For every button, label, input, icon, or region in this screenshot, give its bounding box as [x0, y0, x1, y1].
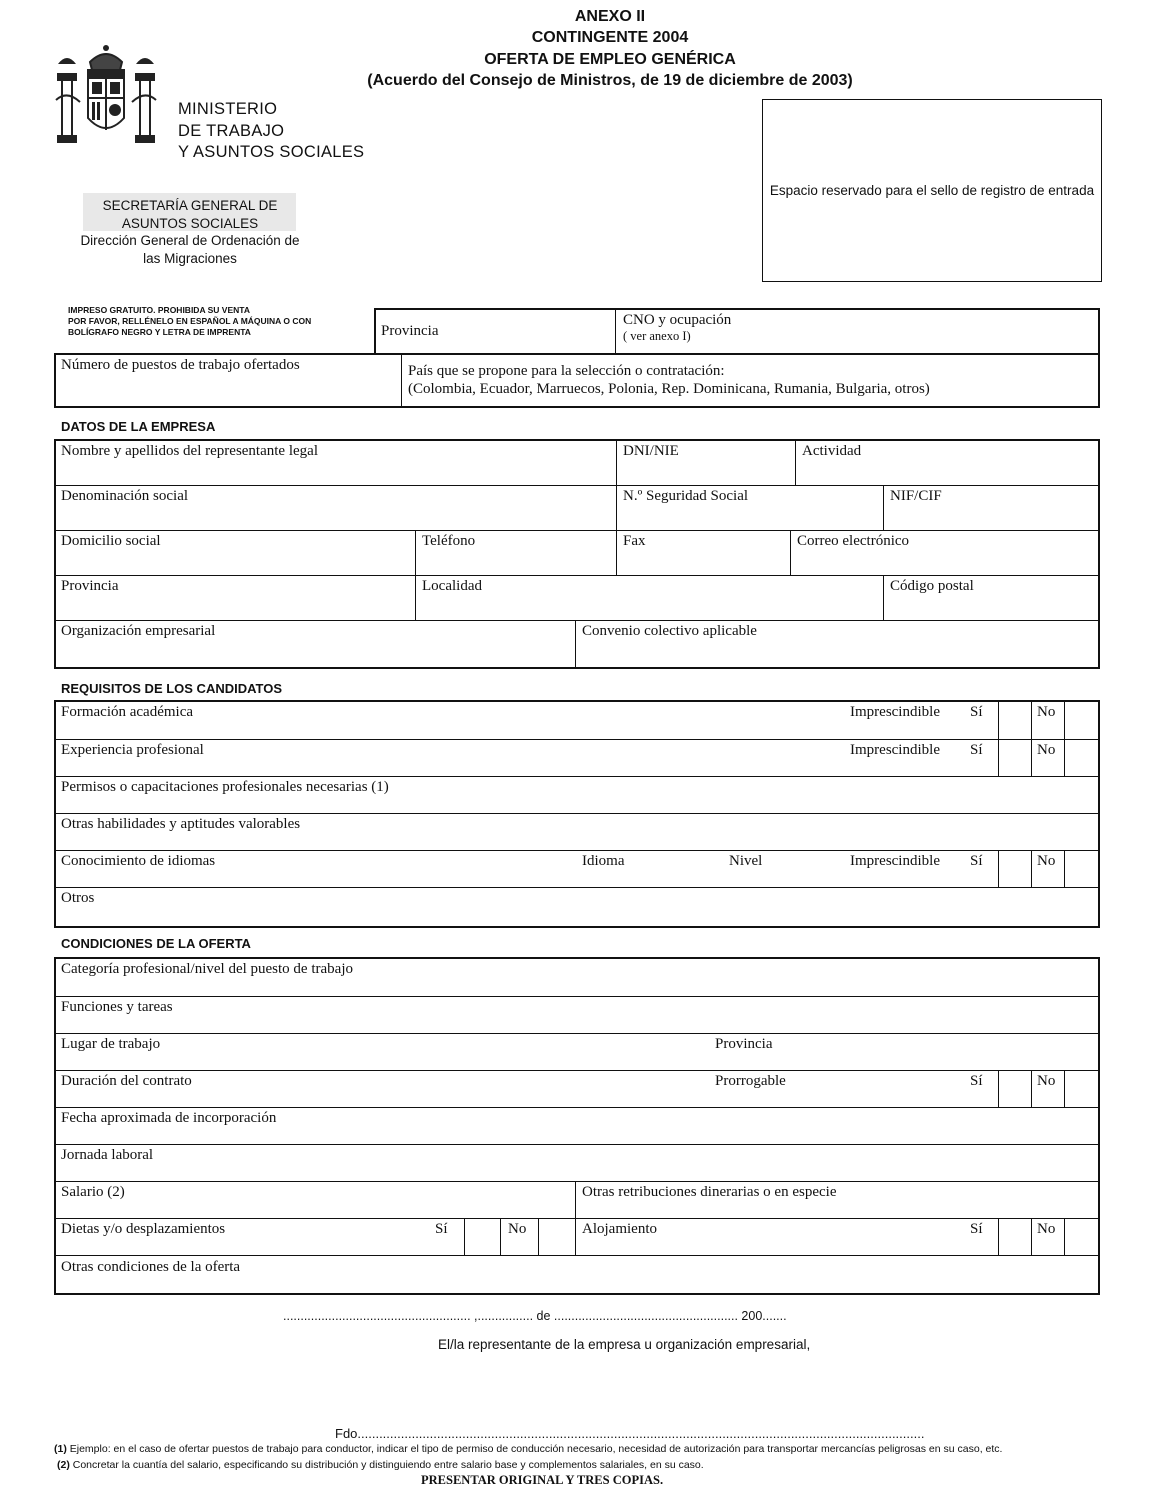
- notice-line1: IMPRESO GRATUITO. PROHIBIDA SU VENTA: [68, 305, 250, 315]
- alojamiento-field[interactable]: Alojamiento: [582, 1221, 657, 1237]
- footnote-1-text: Ejemplo: en el caso de ofertar puestos de trabajo para conductor, indicar el tipo de permiso de conducción necesario, necesidad de autorización para transportar mercancías peligrosas en su caso, etc.: [66, 1443, 1003, 1455]
- idiomas-si-checkbox[interactable]: [998, 851, 1032, 887]
- secretaria-block: [80, 197, 300, 267]
- no-label: No: [1037, 1221, 1056, 1237]
- otros-field[interactable]: Otros: [61, 890, 95, 906]
- offer-title: OFERTA DE EMPLEO GENÉRICA: [484, 51, 736, 68]
- requisitos-table: [54, 700, 1100, 928]
- notice-line2: POR FAVOR, RELLÉNELO EN ESPAÑOL A MÁQUINA O CON: [68, 316, 312, 326]
- formacion-si-checkbox[interactable]: [998, 701, 1032, 739]
- si-label: Sí: [970, 742, 983, 758]
- si-label: Sí: [970, 704, 983, 720]
- divider: [616, 486, 617, 530]
- divider: [415, 531, 416, 575]
- row-line: [56, 1144, 1098, 1145]
- direccion-line2: las Migraciones: [143, 250, 237, 266]
- secretaria-line1: SECRETARÍA GENERAL DE: [102, 198, 278, 213]
- seguridad-social-field[interactable]: N.º Seguridad Social: [623, 488, 749, 504]
- notice-text: [68, 305, 311, 338]
- prorrogable-no-checkbox[interactable]: [1064, 1071, 1098, 1107]
- correo-field[interactable]: Correo electrónico: [797, 533, 910, 549]
- organizacion-field[interactable]: Organización empresarial: [61, 623, 216, 639]
- signature-line[interactable]: Fdo.............................................................................................................................................................: [335, 1426, 925, 1441]
- alojamiento-no-checkbox[interactable]: [1064, 1219, 1098, 1255]
- salario-field[interactable]: Salario (2): [61, 1184, 125, 1200]
- row-line: [56, 1070, 1098, 1071]
- si-label: Sí: [970, 1221, 983, 1237]
- localidad-field[interactable]: Localidad: [422, 578, 482, 594]
- no-label: No: [1037, 742, 1056, 758]
- secretaria-line2: ASUNTOS SOCIALES: [121, 215, 259, 231]
- formacion-field[interactable]: Formación académica: [61, 704, 194, 720]
- footnote-2-text: Concretar la cuantía del salario, especificando su distribución y distinguiendo entre salario base y complementos salariales, en su caso.: [69, 1459, 704, 1471]
- telefono-field[interactable]: Teléfono: [422, 533, 476, 549]
- puestos-field[interactable]: Número de puestos de trabajo ofertados: [61, 357, 300, 373]
- row-line: [56, 1181, 1098, 1182]
- representative-label: El/la representante de la empresa u organización empresarial,: [438, 1337, 811, 1352]
- row-line: [56, 1255, 1098, 1256]
- registration-stamp-box: [762, 99, 1102, 282]
- prorrogable-si-checkbox[interactable]: [998, 1071, 1032, 1107]
- empresa-provincia-field[interactable]: Provincia: [61, 578, 119, 594]
- copies-instruction: PRESENTAR ORIGINAL Y TRES COPIAS.: [421, 1473, 664, 1487]
- row-line: [56, 1218, 1098, 1219]
- annex-title: ANEXO II: [574, 8, 646, 25]
- categoria-field[interactable]: Categoría profesional/nivel del puesto de trabajo: [61, 961, 353, 977]
- notice-line3: BOLÍGRAFO NEGRO Y LETRA DE IMPRENTA: [68, 327, 251, 337]
- otras-retribuciones-field[interactable]: Otras retribuciones dinerarias o en especie: [582, 1184, 837, 1200]
- divider: [401, 355, 402, 406]
- experiencia-si-checkbox[interactable]: [998, 740, 1032, 776]
- nivel-field[interactable]: Nivel: [729, 853, 763, 869]
- dietas-no-checkbox[interactable]: [538, 1219, 576, 1255]
- no-label: No: [1037, 1073, 1056, 1089]
- codigo-postal-field[interactable]: Código postal: [890, 578, 974, 594]
- footnote-1: [54, 1443, 1002, 1455]
- imprescindible-label: Imprescindible: [850, 742, 940, 758]
- fax-field[interactable]: Fax: [623, 533, 646, 549]
- convenio-field[interactable]: Convenio colectivo aplicable: [582, 623, 757, 639]
- direccion-line1: Dirección General de Ordenación de: [80, 233, 300, 248]
- funciones-field[interactable]: Funciones y tareas: [61, 999, 173, 1015]
- row-line: [56, 776, 1098, 777]
- imprescindible-label: Imprescindible: [850, 704, 940, 720]
- idiomas-no-checkbox[interactable]: [1064, 851, 1098, 887]
- duracion-field[interactable]: Duración del contrato: [61, 1073, 192, 1089]
- lugar-field[interactable]: Lugar de trabajo: [61, 1036, 161, 1052]
- footnote-2: [57, 1459, 704, 1471]
- coat-of-arms-logo: [54, 40, 158, 146]
- divider: [616, 441, 617, 485]
- actividad-field[interactable]: Actividad: [802, 443, 862, 459]
- divider: [615, 310, 616, 354]
- provincia-field[interactable]: Provincia: [381, 323, 439, 339]
- prorrogable-label: Prorrogable: [715, 1073, 786, 1089]
- experiencia-field[interactable]: Experiencia profesional: [61, 742, 204, 758]
- footnote-1-number: (1): [54, 1443, 67, 1455]
- nif-field[interactable]: NIF/CIF: [890, 488, 942, 504]
- contingent-title: CONTINGENTE 2004: [531, 29, 689, 46]
- formacion-no-checkbox[interactable]: [1064, 701, 1098, 739]
- divider: [883, 576, 884, 620]
- imprescindible-label: Imprescindible: [850, 853, 940, 869]
- row-line: [56, 1033, 1098, 1034]
- idiomas-field[interactable]: Conocimiento de idiomas: [61, 853, 216, 869]
- otras-condiciones-field[interactable]: Otras condiciones de la oferta: [61, 1259, 241, 1275]
- agreement-title: (Acuerdo del Consejo de Ministros, de 19 de diciembre de 2003): [367, 72, 853, 89]
- dietas-si-checkbox[interactable]: [464, 1219, 501, 1255]
- permisos-field[interactable]: Permisos o capacitaciones profesionales necesarias (1): [61, 779, 389, 795]
- cno-field[interactable]: CNO y ocupación: [623, 312, 732, 328]
- row-line: [56, 850, 1098, 851]
- ministry-line3: Y ASUNTOS SOCIALES: [178, 143, 365, 161]
- experiencia-no-checkbox[interactable]: [1064, 740, 1098, 776]
- divider: [795, 441, 796, 485]
- row-line: [56, 996, 1098, 997]
- row-line: [56, 739, 1098, 740]
- cno-note: ( ver anexo I): [623, 329, 691, 343]
- jornada-field[interactable]: Jornada laboral: [61, 1147, 154, 1163]
- condiciones-provincia-field[interactable]: Provincia: [715, 1036, 773, 1052]
- row-line: [56, 1107, 1098, 1108]
- divider: [790, 531, 791, 575]
- stamp-box-label: Espacio reservado para el sello de registro de entrada: [769, 183, 1095, 198]
- ministry-name: [178, 99, 364, 164]
- footnote-2-number: (2): [57, 1459, 70, 1471]
- dni-field[interactable]: DNI/NIE: [623, 443, 679, 459]
- empresa-section-title: DATOS DE LA EMPRESA: [61, 419, 216, 434]
- si-label: Sí: [970, 853, 983, 869]
- ministry-line2: DE TRABAJO: [178, 121, 285, 140]
- no-label: No: [1037, 853, 1056, 869]
- divider: [415, 576, 416, 620]
- no-label: No: [508, 1221, 527, 1237]
- condiciones-section-title: CONDICIONES DE LA OFERTA: [61, 936, 251, 951]
- row-line: [56, 620, 1098, 621]
- pais-list: (Colombia, Ecuador, Marruecos, Polonia, Rep. Dominicana, Rumania, Bulgaria, otros): [408, 381, 930, 397]
- si-label: Sí: [435, 1221, 448, 1237]
- row-line: [56, 530, 1098, 531]
- domicilio-field[interactable]: Domicilio social: [61, 533, 161, 549]
- no-label: No: [1037, 704, 1056, 720]
- row-line: [56, 813, 1098, 814]
- pais-field[interactable]: País que se propone para la selección o contratación:: [408, 363, 725, 379]
- divider: [575, 621, 576, 667]
- denominacion-field[interactable]: Denominación social: [61, 488, 189, 504]
- idioma-field[interactable]: Idioma: [582, 853, 625, 869]
- habilidades-field[interactable]: Otras habilidades y aptitudes valorables: [61, 816, 301, 832]
- representante-field[interactable]: Nombre y apellidos del representante legal: [61, 443, 318, 459]
- requisitos-section-title: REQUISITOS DE LOS CANDIDATOS: [61, 681, 283, 696]
- divider: [616, 531, 617, 575]
- row-line: [56, 485, 1098, 486]
- ministry-line1: MINISTERIO: [178, 100, 278, 118]
- divider: [883, 486, 884, 530]
- fecha-field[interactable]: Fecha aproximada de incorporación: [61, 1110, 277, 1126]
- si-label: Sí: [970, 1073, 983, 1089]
- provincia-cno-box: [374, 308, 1100, 355]
- date-line[interactable]: ...................................................... ,................ de ..................................................... 200.......: [283, 1309, 787, 1323]
- alojamiento-si-checkbox[interactable]: [998, 1219, 1032, 1255]
- row-line: [56, 887, 1098, 888]
- dietas-field[interactable]: Dietas y/o desplazamientos: [61, 1221, 226, 1237]
- row-line: [56, 575, 1098, 576]
